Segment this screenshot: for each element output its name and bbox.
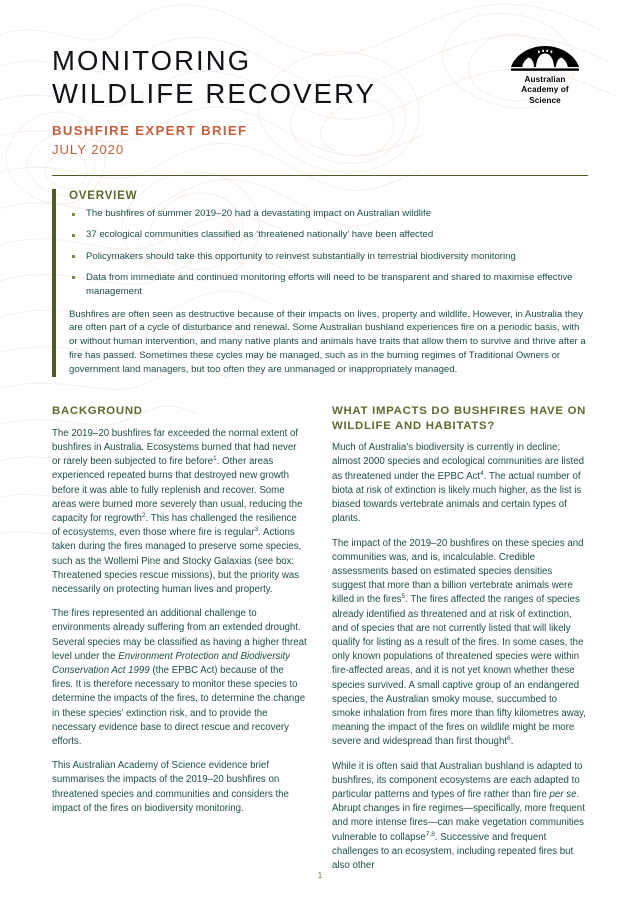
- latin-phrase-italic: per se: [549, 788, 577, 800]
- dome-icon: [509, 45, 581, 73]
- list-item: Data from immediate and continued monitoring efforts will need to be transparent and shared to maximise effective management: [69, 271, 588, 299]
- list-item: Policymakers should take this opportunity to reinvest substantially in terrestrial biodiversity monitoring: [69, 250, 588, 264]
- impacts-paragraph-1: [332, 441, 587, 526]
- text-run: . Actions taken during the fires managed to preserve some species, such as the Wollemi Pine and Stocky Galaxias (see box: Threatened species rescue missions), but the priority was necessarily on protecting human lives and property.: [52, 527, 302, 595]
- right-column: [332, 404, 587, 883]
- academy-logo: [502, 45, 588, 106]
- logo-line-1: Australian: [524, 75, 566, 84]
- header-divider: [52, 175, 588, 176]
- overview-bullet-list: [69, 207, 588, 299]
- text-run: . The fires affected the ranges of species already identified as threatened and at risk of extinction, and of species that are not currently listed that will likely qualify for listing as a result of the fires. In some cases, the only known populations of threatened species were within fire-affected areas, and it is not yet known whether these species survived. A small captive group of an endangered species, the Australian smoky mouse, succumbed to smoke inhalation from fires more than fifty kilometres away, meaning the impact of the fires on wildlife might be more severe and widespread than first thought: [332, 594, 586, 748]
- text-run: . Successive and frequent challenges to an ecosystem, including repeated fires but also other: [332, 831, 574, 871]
- text-run: The fires represented an additional challenge to environments already suffering from an extended drought. Several species may be classified as having a higher threat level under the: [52, 608, 307, 662]
- overview-heading: OVERVIEW: [69, 189, 138, 202]
- document-subtitle: BUSHFIRE EXPERT BRIEF: [52, 123, 248, 138]
- title-line-1: MONITORING: [52, 45, 252, 76]
- footnote-ref: 7,8: [425, 830, 435, 838]
- footnote-ref: 3: [254, 525, 259, 533]
- footnote-ref: 4: [480, 469, 484, 477]
- list-item: 37 ecological communities classified as ‘threatened nationally’ have been affected: [69, 228, 588, 242]
- text-run: (the EPBC Act) because of the fires. It is therefore necessary to monitor these species to determine the impacts of the fires, to determine the change in these species’ extinction risk, and to provide the necessary evidence base to direct rescue and recovery efforts.: [52, 664, 306, 747]
- title-line-2: WILDLIFE RECOVERY: [52, 78, 377, 109]
- background-paragraph-3: This Australian Academy of Science evidence brief summarises the impacts of the 2019–20 bushfires on threatened species and communities and considers the impact of the fires on biodiversity monitoring.: [52, 760, 289, 814]
- background-heading: BACKGROUND: [52, 405, 143, 418]
- logo-line-2: Academy of: [521, 85, 569, 95]
- text-run: The impact of the 2019–20 bushfires on these species and communities was, and is, incalculable. Credible assessments based on estimated species densities suggest that more than a billion vertebrate animals were killed in the fires: [332, 537, 584, 606]
- academy-logo-text: [502, 75, 588, 106]
- background-paragraph-1: [52, 427, 307, 597]
- heading-line-2: ON WILDLIFE AND HABITATS?: [332, 405, 587, 432]
- background-paragraph-2: [52, 607, 307, 749]
- document-header: [52, 40, 588, 157]
- text-run: The 2019–20 bushfires far exceeded the normal extent of bushfires in Australia. Ecosystems burned that had never or rarely been subjected to fire before: [52, 427, 299, 468]
- overview-intro-paragraph: Bushfires are often seen as destructive because of their impacts on lives, property and wildlife. However, in Australia they are often part of a cycle of disturbance and renewal. Some Australian bushland experiences fire on a periodic basis, with or without human intervention, and many native plants and animals have traits that allow them to survive and thrive after a fire has passed. Sometimes these cycles may be managed, such as in the burning regimes of Traditional Owners or government land managers, but too often they are unmanaged or inappropriately managed.: [69, 308, 586, 376]
- heading-line-1: WHAT IMPACTS DO BUSHFIRES HAVE: [332, 405, 564, 418]
- document-date: JULY 2020: [52, 142, 125, 157]
- impacts-paragraph-3: [332, 760, 587, 874]
- logo-line-3: Science: [529, 95, 561, 105]
- left-column: [52, 404, 307, 883]
- text-run: .: [510, 736, 514, 748]
- body-columns: [52, 404, 588, 883]
- footnote-ref: 5: [401, 593, 406, 601]
- act-title-italic: Environment Protection and Biodiversity Conservation Act 1999: [52, 650, 291, 676]
- text-run: Much of Australia’s biodiversity is currently in decline; almost 2000 species and ecological communities are listed as threatened under the EPBC Act: [332, 442, 585, 482]
- page-number: 1: [317, 871, 323, 880]
- overview-section: [52, 189, 588, 377]
- footnote-ref: 1: [213, 454, 217, 462]
- footnote-ref: 6: [507, 735, 511, 743]
- impacts-paragraph-2: [332, 537, 587, 750]
- impacts-heading: [332, 404, 587, 433]
- footnote-ref: 2: [141, 511, 146, 519]
- text-run: . Abrupt changes in fire regimes—specifically, more frequent and more intense fires—can make vegetation communities vulnerable to collapse: [332, 788, 585, 843]
- text-run: . The actual number of biota at risk of extinction is likely much higher, as the list is biased towards vertebrate animals and certain types of plants.: [332, 470, 582, 525]
- text-run: . Other areas experienced repeated burns that destroyed new growth before it was able to fully replenish and recover. Some areas were burned more severely than usual, reducing the capacity for regrowth: [52, 456, 303, 524]
- text-run: . This has challenged the resilience of ecosystems, even those where fire is regular: [52, 512, 297, 539]
- list-item: The bushfires of summer 2019–20 had a devastating impact on Australian wildlife: [69, 207, 588, 221]
- text-run: While it is often said that Australian bushland is adapted to bushfires, its component ecosystems are each adapted to particular patterns and types of fire rather than fire: [332, 760, 583, 800]
